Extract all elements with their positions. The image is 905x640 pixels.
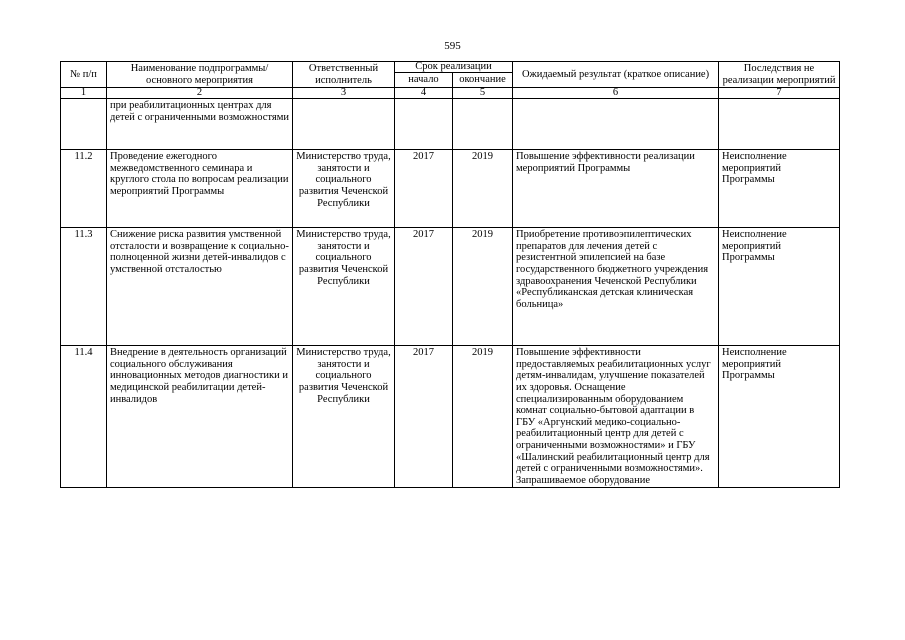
row-end: 2019	[453, 346, 513, 488]
row-result: Приобретение противоэпилептических препаратов для лечения детей с резистентной эпилепсией на базе государственного бюджетного учреждения здравоохранения Чеченской Республики «Республиканская детская клиническая больница»	[513, 228, 719, 346]
row-number	[61, 99, 107, 150]
row-number: 11.2	[61, 150, 107, 228]
header-executor: Ответственный исполнитель	[293, 62, 395, 88]
row-consequences: Неисполнение мероприятий Программы	[719, 228, 840, 346]
row-result	[513, 99, 719, 150]
row-end: 2019	[453, 228, 513, 346]
table-row	[61, 99, 840, 150]
column-number: 5	[453, 88, 513, 99]
column-number: 6	[513, 88, 719, 99]
header-number: № п/п	[61, 62, 107, 88]
row-end	[453, 99, 513, 150]
row-consequences	[719, 99, 840, 150]
column-number: 7	[719, 88, 840, 99]
row-end: 2019	[453, 150, 513, 228]
header-name: Наименование подпрограммы/ основного мероприятия	[107, 62, 293, 88]
column-number: 1	[61, 88, 107, 99]
row-number: 11.3	[61, 228, 107, 346]
table-row	[61, 228, 840, 346]
row-name: Внедрение в деятельность организаций социального обслуживания инновационных методов диагностики и медицинской реабилитации детей-инвалидов	[107, 346, 293, 488]
header-end: окончание	[453, 73, 513, 88]
row-consequences: Неисполнение мероприятий Программы	[719, 150, 840, 228]
row-number: 11.4	[61, 346, 107, 488]
row-executor: Министерство труда, занятости и социального развития Чеченской Республики	[293, 228, 395, 346]
row-result: Повышение эффективности предоставляемых реабилитационных услуг детям-инвалидам, улучшение показателей их здоровья. Оснащение специализированным оборудованием комнат социально-бытовой адаптации в ГБУ «Аргунский медико-социально-реабилитационный центр для детей с ограниченными возможностями» и ГБУ «Шалинский реабилитационный центр для детей с ограниченными возможностями». Запрашиваемое оборудование	[513, 346, 719, 488]
page-number: 595	[444, 40, 461, 52]
header-start: начало	[395, 73, 453, 88]
header-result: Ожидаемый результат (краткое описание)	[513, 62, 719, 88]
programme-table	[60, 61, 840, 488]
column-numbers-row	[61, 88, 840, 99]
column-number: 2	[107, 88, 293, 99]
row-name: при реабилитационных центрах для детей с ограниченными возможностями	[107, 99, 293, 150]
row-consequences: Неисполнение мероприятий Программы	[719, 346, 840, 488]
row-name: Снижение риска развития умственной отсталости и возвращение к социально-полноценной жизни детей-инвалидов с умственной отсталостью	[107, 228, 293, 346]
header-consequences: Последствия не реализации мероприятий	[719, 62, 840, 88]
row-name: Проведение ежегодного межведомственного семинара и круглого стола по вопросам реализации мероприятий Программы	[107, 150, 293, 228]
header-row	[61, 62, 840, 73]
row-executor: Министерство труда, занятости и социального развития Чеченской Республики	[293, 346, 395, 488]
row-executor	[293, 99, 395, 150]
row-start	[395, 99, 453, 150]
table-row	[61, 150, 840, 228]
header-period: Срок реализации	[395, 62, 513, 73]
row-result: Повышение эффективности реализации мероприятий Программы	[513, 150, 719, 228]
table-row	[61, 346, 840, 488]
row-start: 2017	[395, 228, 453, 346]
column-number: 3	[293, 88, 395, 99]
row-start: 2017	[395, 150, 453, 228]
column-number: 4	[395, 88, 453, 99]
row-executor: Министерство труда, занятости и социального развития Чеченской Республики	[293, 150, 395, 228]
row-start: 2017	[395, 346, 453, 488]
